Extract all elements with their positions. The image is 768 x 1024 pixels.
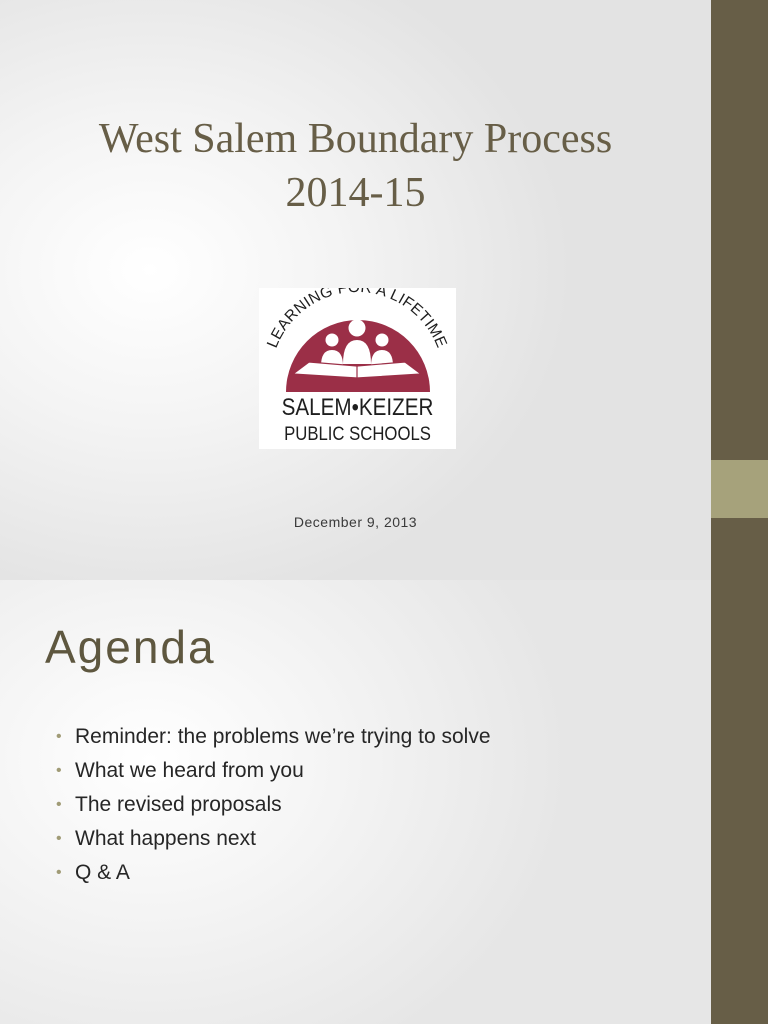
list-item: • What happens next <box>56 822 491 856</box>
slide-title <box>0 112 711 220</box>
bullet-icon: • <box>56 864 62 881</box>
bullet-icon: • <box>56 762 62 779</box>
list-item: • The revised proposals <box>56 788 491 822</box>
slide-title-line2: 2014-15 <box>285 170 426 216</box>
list-item: • Q & A <box>56 856 491 890</box>
bullet-icon: • <box>56 728 62 745</box>
list-item: • What we heard from you <box>56 754 491 788</box>
bullet-icon: • <box>56 796 62 813</box>
bullet-icon: • <box>56 830 62 847</box>
logo-arc-text: LEARNING F A LIFETIME <box>264 288 450 351</box>
agenda-list <box>56 720 491 890</box>
logo-line2: PUBLIC SCHOOLS <box>284 424 431 445</box>
presentation-date: December 9, 2013 <box>293 514 418 530</box>
salem-keizer-logo <box>259 288 456 449</box>
slide-title-line1: West Salem Boundary Process <box>98 116 613 162</box>
logo-emblem-icon <box>259 288 456 393</box>
agenda-slide <box>0 580 711 1024</box>
logo-line1: SALEM•KEIZER <box>281 394 434 421</box>
list-item: • Reminder: the problems we’re trying to solve <box>56 720 491 754</box>
sidebar-accent <box>711 460 768 518</box>
agenda-title: Agenda <box>45 621 216 673</box>
